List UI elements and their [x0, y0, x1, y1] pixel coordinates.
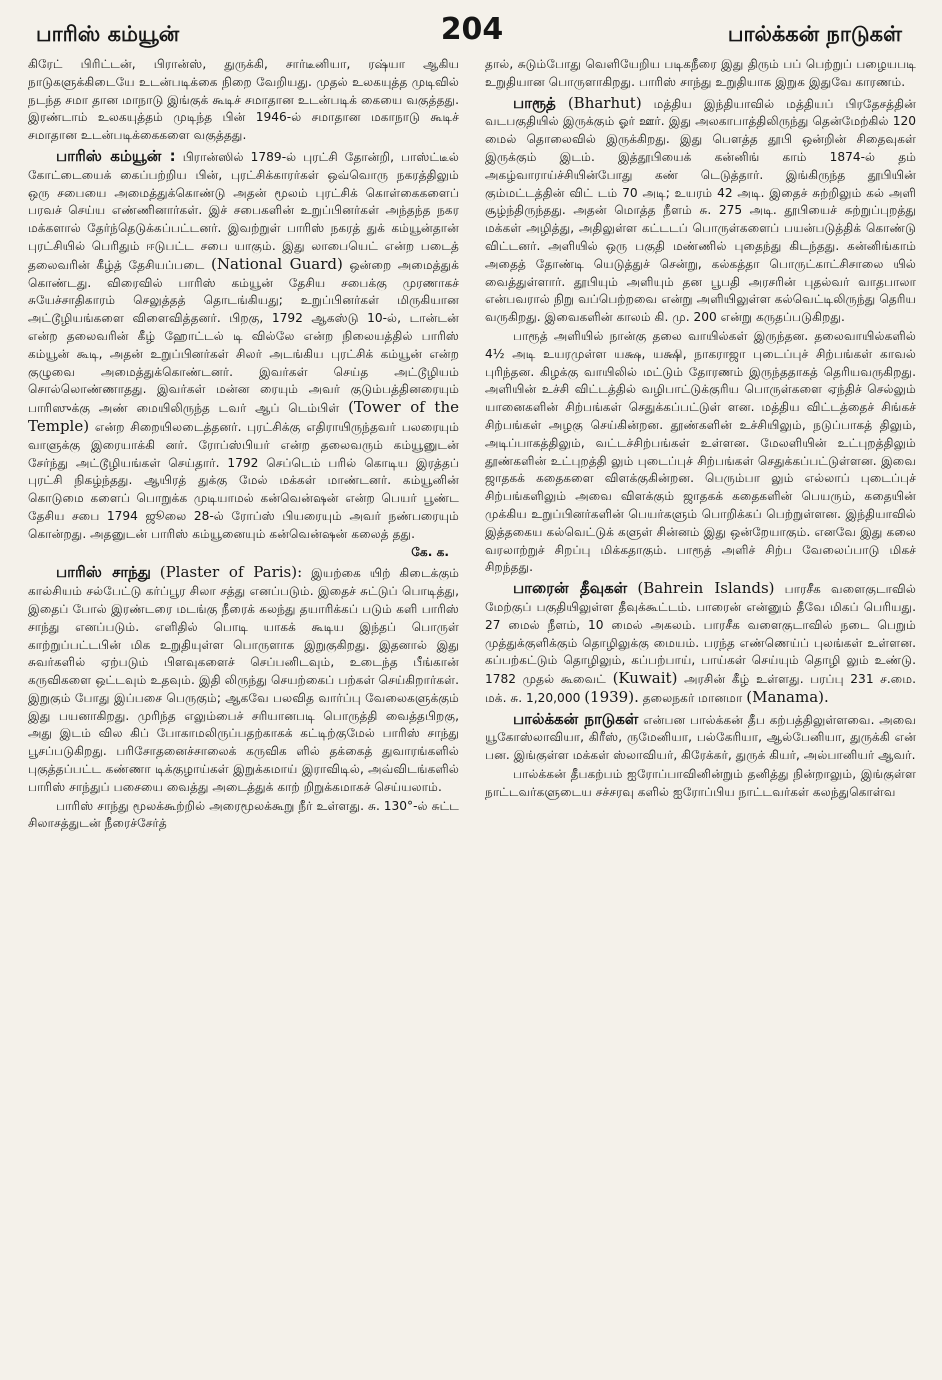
entry-paris-commune — [28, 146, 460, 559]
entry-text: பாரசீக வளைகுடாவில் மேற்குப் பகுதியிலுள்ள தீவுக்கூட்டம். பாரைன் என்னும் தீவே மிகப் பெரியது. 27 மைல் நீளம், 10 மைல் அகலம். பாரசீக வளைகுடாவில் நடை பெறும் முத்துக்குளிக்கும் தொழிலுக்கு மையம். பரந்த எண்ணெய்ப் புலங்கள் உள்ளன. கப்பற்கட்டும் தொழிலும், கப்பற்பாய், பாய்கள் செய்யும் தொழி லும் உண்டு. 1782 முதல் கூவைட் — [485, 582, 917, 687]
entry-text: இயற்கை யிற் கிடைக்கும் கால்சியம் சல்பேட்டு கர்ப்பூர சிலா சத்து எனப்படும். இதைச் சுட்டுப் பொடித்து, இதைப் போல் இரண்டரை மடங்கு நீரைக் கலந்து தயாரிக்கப் படும் களி பாரிஸ் சாந்து எனப்படும். எளிதில் பொடி யாகக் கூடிய இந்தப் பொருள் காற்றுப்பட்டபின் மிக உறுதியுள்ள பொருளாக இறுகுகிறது. இதனால் இது சுவர்களில் ஏற்படும் பிளவுகளைச் செப்பனிடவும், உடைந்த பீங்கான் கருவிகளை ஒட்டவும் உதவும். இதி லிருந்து செயற்கைப் பற்கள் செய்கிறார்கள். இறுகும் போது இப்பசை பெருகும்; ஆகவே பலவித வார்ப்பு வேலைகளுக்கும் இது பயனாகிறது. முரிந்த எலும்பைச் சரியானபடி பொருத்தி வைத்தபிறகு, அது இடம் வில கிப் போகாமலிருப்பதற்காகக் கட்டிற்குமேல் பாரிஸ் சாந்து பூசப்படுகிறது. பரிசோதனைச்சாலைக் கருவிக ளில் தக்கைத் துவாரங்களில் புகுத்தப்பட்ட கண்ணா டிக்குழாய்கள் இறுக்கமாய் இராவிடில், அவ்விடங்களில் பாரிஸ் சாந்துப் பசையை வைத்து அடைத்துக் காற் றிறுக்கமாகச் செய்யலாம். — [28, 566, 460, 794]
year-term: (1939). — [584, 687, 639, 706]
headword: பாரைன் தீவுகள் — [513, 579, 628, 598]
right-column — [485, 56, 916, 833]
paragraph: பாரிஸ் சாந்து மூலக்கூற்றில் அரைமூலக்கூறு நீர் உள்ளது. சு. 130°-ல் சுட்ட சிலாசத்துடன் நீரைச்சேர்த் — [28, 798, 459, 831]
latin-term: (Kuwait) — [612, 669, 678, 688]
author-signature: கே. க. — [411, 544, 449, 559]
header-left-title: பாரிஸ் கம்யூன் — [36, 22, 180, 46]
entry-text: ஒன்றை அமைத்துக் கொண்டது. விரைவில் பாரிஸ் கம்யூன் தேசிய சபைக்கு முரணாகச் சுயேச்சாதிகாரம் செலுத்தத் தொடங்கியது; உறுப்பினர்கள் மிருகியான அட்டூழியங்களை விளைவித்தனர். பிறகு, 1792 ஆகஸ்டு 10-ல், டான்டன் என்ற தலைவரின் கீழ் ஹோட்டல் டி வில்லே என்ற நிலையத்தில் பாரிஸ் கம்யூன் கூடி, அதன் உறுப்பினர்கள் சிலர் அடங்கிய புரட்சிக் கம்யூன் என்ற குழுவை அமைத்துக்கொண்டனர். இவர்கள் செய்த அட்டூழியம் சொல்லொண்ணாதது. இவர்கள் மன்ன ரையும் அவர் குடும்பத்தினரையும் பாரிஸுக்கு அண் மையிலிருந்த டவர் ஆப் டெம்பிள் — [28, 257, 460, 416]
latin-term: (National Guard) — [211, 254, 343, 273]
latin-term: (Bahrein Islands) — [637, 579, 775, 598]
headword: பாரிஸ் சாந்து — [56, 563, 151, 582]
entry-bharhut — [485, 95, 916, 327]
entry-text: என்ற சிறையிலடைத்தனர். புரட்சிக்கு எதிராயிருந்தவர் பலரையும் வாளுக்கு இரையாக்கி னர். ரோப்ஸ்பியர் என்ற தலைவரும் கம்யூனுடன் சேர்ந்து அட்டூழியங்கள் செய்தார். 1792 செப்டெம் பரில் கொடிய இரத்தப் புரட்சி நிகழ்ந்தது. ஆயிரத் துக்கு மேல் மக்கள் மாண்டனர். கம்யூனின் கொடுமை களைப் பொறுக்க முடியாமல் கன்வென்ஷன் என்ற பெயர் பூண்ட தேசிய சபை 1794 ஜூலை 28-ல் ரோப்ஸ் பியரையும் அவர் நண்பரையும் கொன்றது. அதனுடன் பாரிஸ் கம்யூனையும் கன்வென்ஷன் கலைத் தது. — [28, 419, 460, 541]
entry-plaster-of-paris — [28, 564, 459, 796]
entry-text: என்பன பால்க்கன் தீப கற்பத்திலுள்ளவை. அவை யூகோஸ்லாவியா, கிரீஸ், ருமேனியா, பல்கேரியா, ஆல்பேனியா, துருக்கி என் பன. இங்குள்ள மக்கள் ஸ்லாவியர், கிரேக்கர், துருக் கியர், அல்பானியர் ஆவர். — [485, 712, 917, 763]
paragraph: பாரூத் அளியில் நான்கு தலை வாயில்கள் இருந்தன. தலைவாயில்களில் 4½ அடி உயரமுள்ள யக்ஷ, யக்ஷி, நாகராஜா புடைப்புச் சிற்பங்கள் காவல் புரிந்தன. கிழக்கு வாயிலில் மட்டும் தோரணம் இருந்ததாகத் தெரியவருகிறது. அளியின் உச்சி விட்டத்தில் வழிபாட்டுக்குரிய பொருள்களை ஏந்திச் செல்லும் யானைகளின் சிற்பங்கள் செதுக்கப்பட்டுள் ளன. மத்திய விட்டத்தைச் சிங்கச் சிற்பங்கள் அழகு செய்கின்றன. தூண்களின் உச்சியிலும், நடுப்பாகத் திலும், அடிப்பாகத்திலும், வட்டச்சிற்பங்கள் உள்ளன. மேலளியின் உட்புறத்திலும் தூண்களின் உட்புறத்தி லும் புடைப்புச் சிற்பங்கள் செதுக்கப்பட்டுள்ளன. இவை ஜாதகக் கதைகளை விளக்குகின்றன. பெரும்பா லும் எல்லாப் புடைப்புச் சிற்பங்களிலும் அவை விளக்கும் ஜாதகக் கதைகளின் பெயரும், கதையின் முக்கிய உறுப்பினர்களின் பெயர்களும் பொறிக்கப் பெற்றுள்ளன. இந்தியாவில் இத்தகைய கல்வெட்டுக் களுள் சின்னம் இது ஒன்றேயாகும். எனவே இது கலை வரலாற்றுச் சிறப்பு மிக்கதாகும். பாரூத் அளிச் சிற்ப வேலைப்பாடு மிகச் சிறந்தது. — [485, 328, 916, 575]
latin-term: (Plaster of Paris): — [159, 563, 303, 582]
left-column — [28, 56, 459, 833]
entry-text: மத்திய இந்தியாவில் மத்தியப் பிரதேசத்தின் வடபகுதியில் இருக்கும் ஓர் ஊர். இது அலகாபாத்திலிருந்து தென்மேற்கில் 120 மைல் தொலைவில் இருக்கிறது. இது பௌத்த தூபி ஒன்றின் சிதைவுகள் இருக்கும் இடம். இத்தூபியைக் கன்னிங் காம் 1874-ல் தம் அகழ்வாராய்ச்சியின்போது கண் டெடுத்தார். இங்கிருந்த தூபியின் கும்மட்டத்தின் விட் டம் 70 அடி; உயரம் 42 அடி. இதைச் சுற்றிலும் கல் அளி சூழ்ந்திருந்தது. அதன் மொத்த நீளம் சு. 275 அடி. தூபியைச் சுற்றுப்புறத்து மக்கள் அழித்து, அதிலுள்ள கட்டடப் பொருள்களைப் பயன்படுத்திக் கொண்டு விட்டனர். அளியில் ஒரு பகுதி மண்ணில் புதைந்து கிடந்தது. கன்னிங்காம் அதைத் தோண்டி யெடுத்துச் சென்று, கல்கத்தா பொருட்காட்சிசாலை யில் வைத்துள்ளார். தூபியும் அளியும் தன பூபதி அரசரின் புதல்வர் வாதபாலா என்பவரால் நிறு வப்பெற்றவை என்று அளியிலுள்ள கல்வெட்டிலிருந்து தெரிய வருகிறது. இவைகளின் காலம் கி. மு. 200 என்று கருதப்படுகிறது. — [485, 96, 916, 325]
page-header — [28, 8, 916, 54]
headword: பாரிஸ் கம்யூன் : — [56, 146, 176, 165]
page-number: 204 — [440, 12, 504, 47]
entry-text: தலைநகர் மானமா — [642, 690, 743, 705]
entry-balkan-countries — [485, 711, 916, 765]
latin-term: (Tower of the Temple) — [28, 398, 460, 435]
headword: பாரூத் — [513, 93, 556, 112]
entry-text: பிரான்ஸில் 1789-ல் புரட்சி தோன்றி, பாஸ்ட்டீல் கோட்டையைக் கைப்பற்றிய பின், புரட்சிக்காரர்கள் ஒவ்வொரு நகரத்திலும் ஒரு சபையை அமைத்துக்கொண்டு அதன் மூலம் புரட்சிக் கொள்கைகளைப் பரவச் செய்ய எண்ணினார்கள். இச் சபைகளின் உறுப்பினர்கள் அந்தந்த நகர மக்களால் தேர்ந்தெடுக்கப்பட்டனர். இவற்றுள் பாரிஸ் நகரத் துக் கம்யூன்தான் புரட்சியில் பெரிதும் ஈடுபட்ட சபை யாகும். இது லாபையெட் என்ற படைத் தலைவரின் கீழ்த் தேசியப்படை — [28, 149, 459, 272]
paragraph: கிரேட் பிரிட்டன், பிரான்ஸ், துருக்கி, சார்டீனியா, ரஷ்யா ஆகிய நாடுகளுக்கிடையே உடன்படிக்கை நிறை வேறியது. முதல் உலகயுத்த முடிவில் நடந்த சமா தான மாநாடு இங்குக் கூடிச் சமாதான உடன்படிக் கையை வகுத்தது. இரண்டாம் உலகயுத்தம் முடிந்த பின் 1946-ல் சமாதான மகாநாடு கூடிச் சமாதான உடன்படிக்கைகளை வகுத்தது. — [28, 57, 459, 143]
paragraph: தால், சுடும்போது வெளியேறிய படிகநீரை இது திரும் பப் பெற்றுப் பழையபடி உறுதியான பொருளாகிறது. பாரிஸ் சாந்து உறுதியாக இறுக இதுவே காரணம். — [485, 57, 916, 89]
paragraph: பால்க்கன் தீபகற்பம் ஐரோப்பாவினின்றும் தனித்து நின்றாலும், இங்குள்ள நாட்டவர்களுடைய சச்சரவு களில் ஐரோப்பிய நாட்டவர்கள் கலந்துகொள்வ — [485, 767, 916, 799]
header-right-title: பால்க்கன் நாடுகள் — [727, 22, 902, 46]
entry-text: அரசின் கீழ் உள்ளது. பரப்பு 231 ச.மை. மக். சு. 1,20,000 — [485, 672, 917, 705]
latin-term: (Bharhut) — [567, 93, 642, 112]
text-columns — [28, 56, 916, 833]
headword: பால்க்கன் நாடுகள் — [513, 709, 639, 728]
latin-term: (Manama). — [746, 687, 829, 706]
entry-bahrein-islands — [485, 580, 916, 708]
